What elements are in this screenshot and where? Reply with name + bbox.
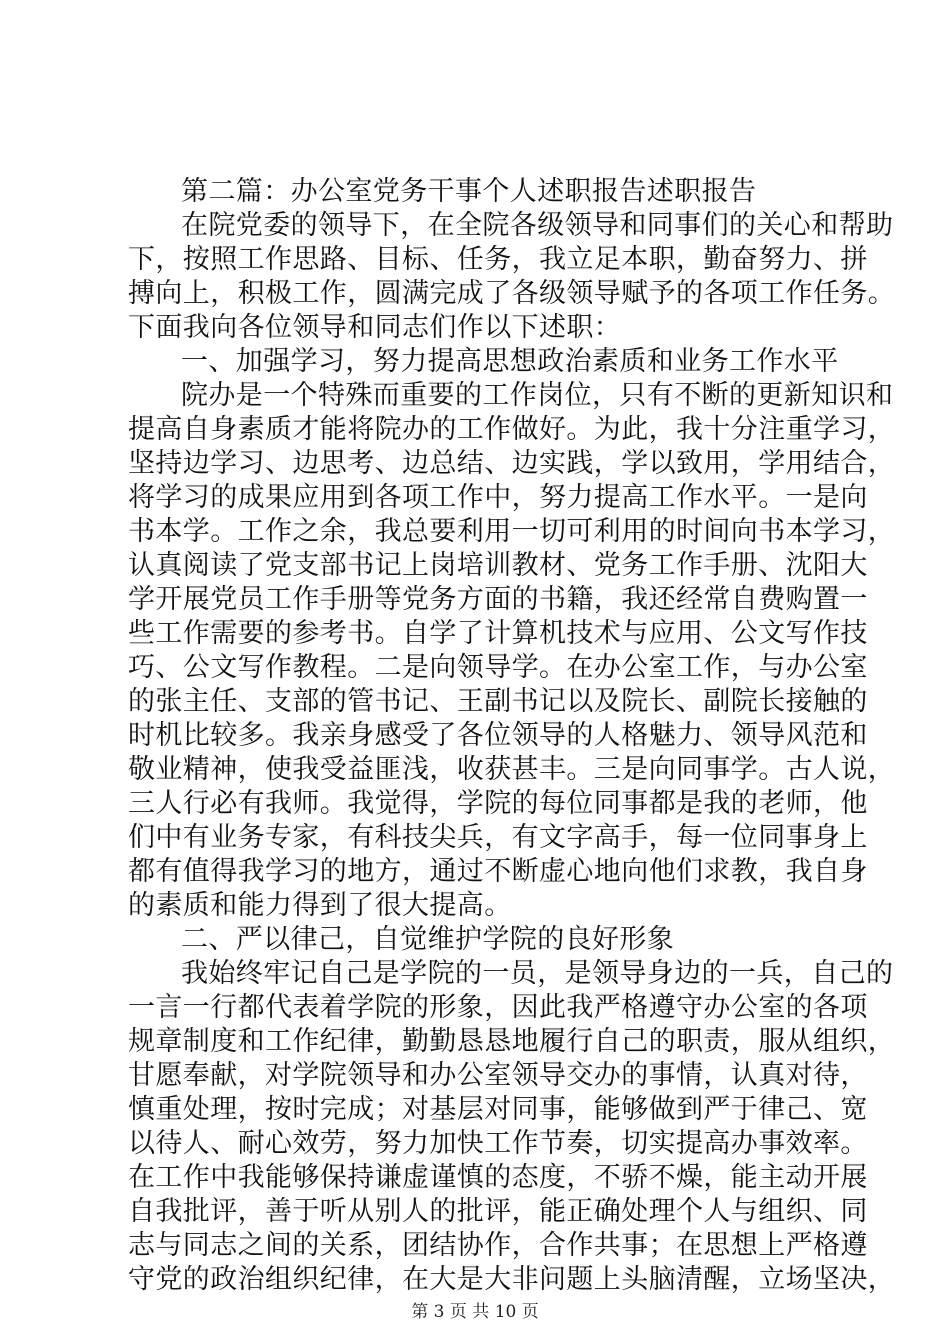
paragraph-line: 规章制度和工作纪律，勤勤恳恳地履行自己的职责，服从组织，	[128, 1026, 896, 1057]
paragraph-line: 甘愿奉献，对学院领导和办公室领导交办的事情，认真对待，	[128, 1060, 868, 1091]
paragraph-line: 以待人、耐心效劳，努力加快工作节奏，切实提高办事效率。	[128, 1128, 868, 1159]
section-heading-1: 一、加强学习，努力提高思想政治素质和业务工作水平	[181, 346, 839, 377]
page-number-footer: 第 3 页 共 10 页	[411, 1302, 539, 1322]
paragraph-line: 我始终牢记自己是学院的一员，是领导身边的一兵，自己的	[181, 958, 894, 989]
paragraph-line: 学开展党员工作手册等党务方面的书籍，我还经常自费购置一	[128, 584, 868, 615]
paragraph-line: 院办是一个特殊而重要的工作岗位，只有不断的更新知识和	[181, 380, 894, 411]
paragraph-line: 在院党委的领导下，在全院各级领导和同事们的关心和帮助	[181, 210, 894, 241]
paragraph-line: 巧、公文写作教程。二是向领导学。在办公室工作，与办公室	[128, 652, 868, 683]
paragraph-line: 时机比较多。我亲身感受了各位领导的人格魅力、领导风范和	[128, 720, 868, 751]
paragraph-line: 书本学。工作之余，我总要利用一切可利用的时间向书本学习，	[128, 516, 896, 547]
paragraph-line: 的素质和能力得到了很大提高。	[128, 890, 512, 921]
document-title: 第二篇：办公室党务干事个人述职报告述职报告	[181, 176, 757, 207]
paragraph-line: 守党的政治组织纪律，在大是大非问题上头脑清醒，立场坚决，	[128, 1264, 896, 1295]
paragraph-line: 下面我向各位领导和同志们作以下述职：	[128, 312, 622, 343]
paragraph-line: 自我批评，善于听从别人的批评，能正确处理个人与组织、同	[128, 1196, 868, 1227]
paragraph-line: 提高自身素质才能将院办的工作做好。为此，我十分注重学习，	[128, 414, 896, 445]
paragraph-line: 将学习的成果应用到各项工作中，努力提高工作水平。一是向	[128, 482, 868, 513]
paragraph-line: 一言一行都代表着学院的形象，因此我严格遵守办公室的各项	[128, 992, 868, 1023]
paragraph-line: 些工作需要的参考书。自学了计算机技术与应用、公文写作技	[128, 618, 868, 649]
paragraph-line: 下，按照工作思路、目标、任务，我立足本职，勤奋努力、拼	[128, 244, 868, 275]
paragraph-line: 的张主任、支部的管书记、王副书记以及院长、副院长接触的	[128, 686, 868, 717]
section-heading-2: 二、严以律己，自觉维护学院的良好形象	[181, 924, 675, 955]
paragraph-line: 们中有业务专家，有科技尖兵，有文字高手，每一位同事身上	[128, 822, 868, 853]
paragraph-line: 在工作中我能够保持谦虚谨慎的态度，不骄不燥，能主动开展	[128, 1162, 868, 1193]
paragraph-line: 慎重处理，按时完成；对基层对同事，能够做到严于律己、宽	[128, 1094, 868, 1125]
paragraph-line: 都有值得我学习的地方，通过不断虚心地向他们求教，我自身	[128, 856, 868, 887]
paragraph-line: 志与同志之间的关系，团结协作，合作共事；在思想上严格遵	[128, 1230, 868, 1261]
paragraph-line: 认真阅读了党支部书记上岗培训教材、党务工作手册、沈阳大	[128, 550, 868, 581]
paragraph-line: 搏向上，积极工作，圆满完成了各级领导赋予的各项工作任务。	[128, 278, 896, 309]
paragraph-line: 三人行必有我师。我觉得，学院的每位同事都是我的老师，他	[128, 788, 868, 819]
paragraph-line: 坚持边学习、边思考、边总结、边实践，学以致用，学用结合，	[128, 448, 896, 479]
paragraph-line: 敬业精神，使我受益匪浅，收获甚丰。三是向同事学。古人说，	[128, 754, 896, 785]
